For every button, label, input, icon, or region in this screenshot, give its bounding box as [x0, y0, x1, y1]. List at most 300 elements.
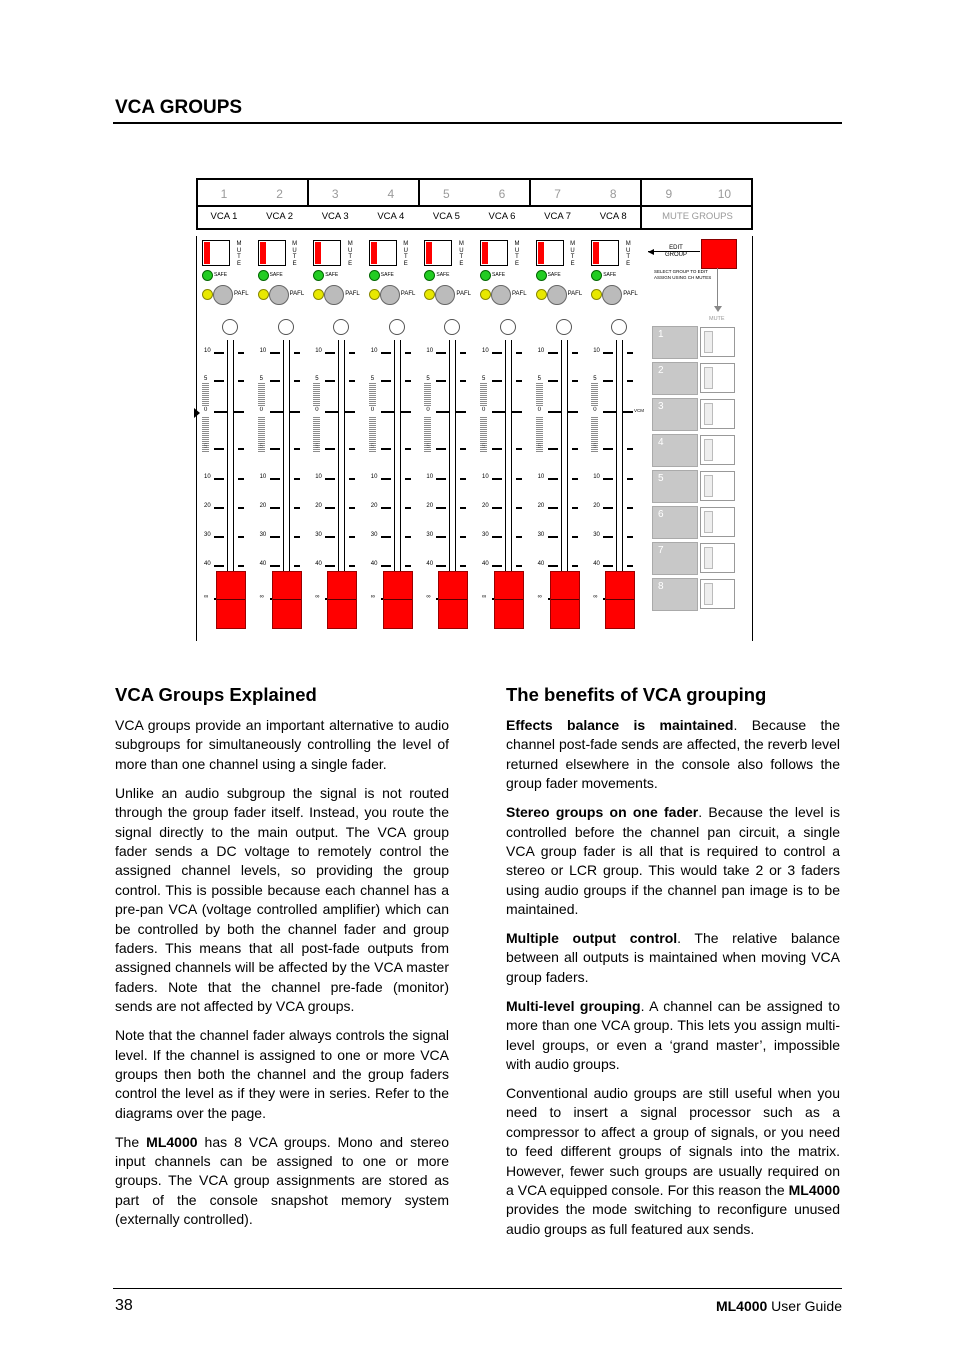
- fader-scale-tick: [270, 478, 280, 480]
- mute-group-number: 8: [658, 581, 664, 592]
- vca-label: VCA 3: [321, 211, 349, 222]
- fader-scale-label: ∞: [315, 594, 320, 600]
- fader-scale-tick: [603, 380, 613, 382]
- mute-group-button[interactable]: [652, 578, 698, 611]
- fader-scale-tick: [294, 478, 300, 480]
- level-meter: [313, 417, 320, 453]
- fader-scale-tick: [516, 536, 522, 538]
- fader-scale-tick: [492, 352, 502, 354]
- fader-scale-label: 0: [593, 407, 597, 413]
- benefit-stereo-groups: Stereo groups on one fader. Because the level is controlled before the channel pan circuit, a single VCA group fader is all that is required to control a stereo or LCR group. This would take 2 or 3 faders using audio groups if the channel pan image is to be maintained.: [506, 804, 840, 918]
- trim-knob[interactable]: [333, 319, 349, 335]
- group-number: 10: [717, 187, 732, 201]
- group-header-frame: [196, 178, 753, 230]
- mute-letters: M U T E: [403, 241, 409, 267]
- level-meter: [202, 417, 209, 453]
- mute-group-button[interactable]: [652, 398, 698, 431]
- fader-scale-tick: [572, 536, 578, 538]
- channel-mute-indicator: [538, 242, 544, 264]
- fader-scale-tick: [603, 352, 613, 354]
- fader-scale-label: 20: [370, 503, 378, 509]
- fader-scale-tick: [381, 380, 391, 382]
- fader-scale-label: 5: [482, 376, 486, 382]
- fader-scale-tick: [238, 478, 244, 480]
- fader-scale-tick: [349, 380, 355, 382]
- group-number: 4: [387, 187, 395, 201]
- fader-cap[interactable]: [494, 571, 524, 629]
- fader-scale-tick: [238, 380, 244, 382]
- safe-led: [424, 270, 435, 281]
- safe-label: SAFE: [325, 272, 339, 278]
- fader-scale-tick: [572, 448, 578, 450]
- safe-led: [258, 270, 269, 281]
- fader-cap[interactable]: [550, 571, 580, 629]
- fader-scale-tick: [436, 352, 446, 354]
- fader-scale-tick: [349, 352, 355, 354]
- channel-mute-indicator: [204, 242, 210, 264]
- fader-scale-tick: [294, 536, 300, 538]
- fader-scale-tick: [238, 507, 244, 509]
- fader-scale-tick: [603, 536, 613, 538]
- mute-letters: M U T E: [292, 241, 298, 267]
- pafl-label: PAFL: [567, 291, 583, 297]
- fader-scale-tick: [460, 565, 466, 567]
- benefit-effects-balance: Effects balance is maintained. Because the channel post-fade sends are affected, the reverb level returned elsewhere in the console also follows the group fader movements.: [506, 717, 840, 792]
- fader-scale-tick: [460, 380, 466, 382]
- fader-scale-label: 40: [426, 561, 434, 567]
- fader-scale-tick: [405, 448, 411, 450]
- fader-scale-tick: [294, 448, 300, 450]
- level-meter: [258, 417, 265, 453]
- fader-scale-tick: [548, 536, 558, 538]
- pafl-button[interactable]: [602, 285, 622, 305]
- mute-group-mute-switch[interactable]: [700, 507, 735, 537]
- page-number: 38: [115, 1297, 133, 1314]
- mute-group-number: 7: [658, 545, 664, 556]
- fader-scale-tick: [270, 448, 280, 450]
- fader-scale-tick: [436, 507, 446, 509]
- fader-scale-tick: [238, 352, 244, 354]
- group-number: 1: [220, 187, 228, 201]
- vca-label: VCA 5: [432, 211, 460, 222]
- fader-scale-tick: [548, 448, 558, 450]
- fader-scale-tick: [572, 380, 578, 382]
- fader-scale-tick: [516, 565, 522, 567]
- fader-scale-label: 10: [537, 474, 545, 480]
- safe-label: SAFE: [269, 272, 283, 278]
- fader-scale-tick: [516, 352, 522, 354]
- mute-group-mute-switch[interactable]: [700, 399, 735, 429]
- fader-scale-label: 5: [426, 376, 430, 382]
- mute-group-number: 2: [658, 365, 664, 376]
- fader-scale-label: 5: [315, 376, 319, 382]
- mute-letters: M U T E: [625, 241, 631, 267]
- fader-scale-tick: [270, 380, 280, 382]
- fader-scale-tick: [294, 352, 300, 354]
- pafl-led: [258, 289, 269, 300]
- fader-scale-label: 40: [204, 561, 211, 567]
- level-meter: [369, 417, 376, 453]
- trim-knob[interactable]: [611, 319, 627, 335]
- fader-scale-label: 20: [204, 503, 211, 509]
- fader-scale-label: 30: [537, 532, 545, 538]
- fader-scale-tick: [381, 536, 391, 538]
- fader-scale-tick: [492, 448, 502, 450]
- fader-scale-tick: [460, 478, 466, 480]
- fader-scale-tick: [603, 448, 613, 450]
- fader-scale-label: 20: [426, 503, 434, 509]
- right-column: [506, 716, 840, 1249]
- vcm-label: VCM: [634, 408, 644, 413]
- channel-mute-indicator: [593, 242, 599, 264]
- fader-scale-label: ∞: [370, 594, 376, 600]
- group-header-divider: [196, 205, 753, 207]
- fader-scale-tick: [381, 352, 391, 354]
- fader-cap[interactable]: [216, 571, 246, 629]
- fader-scale-label: 10: [482, 474, 489, 480]
- fader-scale-label: 0: [370, 407, 375, 413]
- fader-scale-label: 0: [259, 407, 263, 413]
- left-paragraph-1: VCA groups provide an important alternative to audio subgroups for simultaneously controlling the level of more than one channel using a single fader.: [115, 717, 449, 772]
- level-meter: [480, 383, 487, 407]
- fader-scale-label: 10: [426, 474, 434, 480]
- mute-group-button[interactable]: [652, 470, 698, 503]
- fader-scale-tick: [270, 565, 280, 567]
- fader-scale-tick: [405, 507, 411, 509]
- edit-hint: SELECT GROUP TO EDIT ASSIGN USING CH MUTES: [654, 269, 712, 280]
- pafl-button[interactable]: [491, 285, 511, 305]
- fader-scale-tick: [405, 352, 411, 354]
- fader-scale-label: 10: [204, 348, 211, 354]
- fader-scale-tick: [460, 536, 466, 538]
- fader-scale-label: 20: [259, 503, 267, 509]
- right-paragraph-5: Conventional audio groups are still useful when you need to insert a signal processor such as a compressor to affect a group of signals, or you need to feed different groups of signals into the matrix. However, fewer such groups are usually required on a VCA equipped console. For this reason the ML4000 provides the mode switching to reconfigure unused audio groups as full featured aux sends.: [506, 1084, 840, 1237]
- trim-knob[interactable]: [444, 319, 460, 335]
- level-meter: [536, 417, 543, 453]
- mute-group-mute-switch[interactable]: [700, 363, 735, 393]
- fader-scale-label: 0: [537, 407, 541, 413]
- level-meter: [369, 383, 376, 407]
- fader-scale-label: 5: [204, 376, 208, 382]
- fader-scale-tick: [627, 352, 633, 354]
- fader-cap[interactable]: [272, 571, 302, 629]
- fader-scale-label: 20: [315, 503, 322, 509]
- fader-scale-tick: [548, 352, 558, 354]
- edit-group-button[interactable]: [701, 239, 737, 269]
- fader-scale-tick: [349, 478, 355, 480]
- fader-scale-tick: [349, 536, 355, 538]
- fader-scale-tick: [214, 448, 224, 450]
- fader-scale-tick: [214, 478, 224, 480]
- fader-scale-tick: [627, 507, 633, 509]
- pafl-led: [202, 289, 213, 300]
- group-number: 6: [498, 187, 506, 201]
- fader-scale-tick: [436, 380, 446, 382]
- trim-knob[interactable]: [389, 319, 405, 335]
- pafl-label: PAFL: [289, 291, 305, 297]
- fader-scale-label: 30: [204, 532, 211, 538]
- fader-scale-label: 20: [593, 503, 600, 509]
- pafl-button[interactable]: [213, 285, 233, 305]
- fader-scale-label: ∞: [593, 594, 598, 600]
- level-meter: [591, 383, 598, 407]
- safe-led: [369, 270, 380, 281]
- fader-scale-tick: [572, 478, 578, 480]
- pafl-led: [369, 289, 380, 300]
- safe-label: SAFE: [603, 272, 617, 278]
- pafl-led: [591, 289, 602, 300]
- fader-cap[interactable]: [327, 571, 357, 629]
- fader-scale-tick: [603, 507, 613, 509]
- fader-scale-label: 10: [259, 348, 267, 354]
- fader-cap[interactable]: [383, 571, 413, 629]
- fader-scale-tick: [214, 565, 224, 567]
- safe-led: [202, 270, 213, 281]
- mute-group-mute-switch[interactable]: [700, 579, 735, 609]
- fader-scale-tick: [238, 448, 244, 450]
- group-number: 9: [665, 187, 673, 201]
- left-paragraph-4: The ML4000 has 8 VCA groups. Mono and stereo input channels can be assigned to one or more groups. The VCA group assignments are stored as part of the console snapshot memory system (externally controlled).: [115, 1133, 450, 1228]
- vca-console-diagram: [196, 178, 754, 641]
- fader-scale-label: 40: [537, 561, 545, 567]
- fader-scale-tick: [294, 380, 300, 382]
- fader-scale-tick: [548, 380, 558, 382]
- fader-scale-tick: [627, 565, 633, 567]
- pafl-label: PAFL: [234, 291, 249, 297]
- fader-scale-tick: [214, 352, 224, 354]
- pafl-button[interactable]: [547, 285, 567, 305]
- safe-label: SAFE: [380, 272, 394, 278]
- pafl-button[interactable]: [380, 285, 400, 305]
- fader-scale-tick: [492, 536, 502, 538]
- channel-mute-indicator: [426, 242, 432, 264]
- fader-scale-tick: [238, 536, 244, 538]
- fader-scale-tick: [405, 478, 411, 480]
- safe-label: SAFE: [214, 272, 228, 278]
- fader-scale-label: ∞: [426, 594, 431, 600]
- fader-scale-tick: [516, 478, 522, 480]
- fader-scale-tick: [270, 507, 280, 509]
- safe-label: SAFE: [492, 272, 506, 278]
- fader-scale-label: 5: [593, 376, 597, 382]
- fader-scale-tick: [405, 536, 411, 538]
- fader-scale-tick: [516, 507, 522, 509]
- mute-group-number: 4: [658, 437, 664, 448]
- level-pointer: [194, 408, 200, 418]
- mute-letters: M U T E: [347, 241, 353, 267]
- mute-group-button[interactable]: [652, 506, 698, 539]
- fader-scale-tick: [603, 478, 613, 480]
- fader-scale-label: 0: [426, 407, 430, 413]
- mute-label: MUTE: [709, 316, 725, 322]
- mute-letters: M U T E: [458, 241, 464, 267]
- fader-scale-tick: [516, 448, 522, 450]
- mute-group-button[interactable]: [652, 326, 698, 359]
- vca-label: VCA 2: [266, 211, 294, 222]
- fader-scale-label: 10: [593, 474, 600, 480]
- fader-cap[interactable]: [605, 571, 635, 629]
- fader-scale-tick: [627, 536, 633, 538]
- fader-scale-label: 40: [259, 561, 267, 567]
- fader-scale-tick: [270, 536, 280, 538]
- level-meter: [424, 383, 431, 407]
- level-meter: [480, 417, 487, 453]
- pafl-led: [480, 289, 491, 300]
- fader-scale-tick: [214, 380, 224, 382]
- fader-scale-label: ∞: [259, 594, 264, 600]
- fader-scale-label: 0: [204, 407, 208, 413]
- trim-knob[interactable]: [222, 319, 238, 335]
- benefit-multi-level: Multi-level grouping. A channel can be assigned to more than one VCA group. This lets you assign multi-level groups, or even a ‘grand master’, impossible with audio groups.: [506, 997, 840, 1072]
- fader-scale-tick: [405, 380, 411, 382]
- fader-scale-label: 5: [370, 376, 375, 382]
- vca-label: VCA 6: [488, 211, 516, 222]
- pafl-led: [536, 289, 547, 300]
- fader-scale-label: 10: [315, 474, 322, 480]
- safe-led: [591, 270, 602, 281]
- pafl-button[interactable]: [324, 285, 344, 305]
- fader-scale-label: 5: [537, 376, 541, 382]
- group-number: 3: [331, 187, 339, 201]
- fader-scale-label: 40: [593, 561, 600, 567]
- fader-scale-tick: [572, 507, 578, 509]
- mute-group-number: 1: [658, 329, 664, 340]
- fader-scale-tick: [381, 507, 391, 509]
- safe-led: [313, 270, 324, 281]
- section-title: VCA GROUPS: [115, 97, 243, 118]
- vca-label: VCA 8: [599, 211, 627, 222]
- mute-group-mute-switch[interactable]: [700, 435, 735, 465]
- fader-scale-tick: [603, 565, 613, 567]
- pafl-button[interactable]: [435, 285, 455, 305]
- fader-scale-tick: [460, 507, 466, 509]
- fader-scale-tick: [214, 536, 224, 538]
- mute-group-mute-switch[interactable]: [700, 327, 735, 357]
- guide-title: ML4000 User Guide: [715, 1298, 842, 1314]
- fader-scale-tick: [436, 448, 446, 450]
- mute-group-button[interactable]: [652, 434, 698, 467]
- fader-scale-label: 10: [204, 474, 211, 480]
- fader-scale-label: 10: [370, 474, 378, 480]
- pafl-label: PAFL: [400, 291, 416, 297]
- fader-scale-tick: [492, 565, 502, 567]
- fader-scale-tick: [492, 507, 502, 509]
- pafl-label: PAFL: [345, 291, 360, 297]
- fader-scale-label: 40: [482, 561, 489, 567]
- edit-group-label: EDIT GROUP: [665, 245, 688, 258]
- fader-scale-tick: [325, 352, 335, 354]
- fader-scale-label: 0: [315, 407, 319, 413]
- pafl-led: [313, 289, 324, 300]
- fader-scale-label: 10: [370, 348, 378, 354]
- pafl-led: [424, 289, 435, 300]
- channel-mute-indicator: [260, 242, 266, 264]
- fader-scale-tick: [405, 565, 411, 567]
- fader-scale-label: 40: [370, 561, 378, 567]
- fader-scale-tick: [294, 507, 300, 509]
- fader-scale-tick: [381, 478, 391, 480]
- mute-group-button[interactable]: [652, 362, 698, 395]
- fader-scale-tick: [492, 380, 502, 382]
- fader-scale-label: 40: [315, 561, 322, 567]
- mute-group-button[interactable]: [652, 542, 698, 575]
- fader-scale-tick: [548, 565, 558, 567]
- trim-knob[interactable]: [556, 319, 572, 335]
- fader-scale-tick: [548, 507, 558, 509]
- footer-rule: [113, 1288, 842, 1289]
- mute-groups-label: MUTE GROUPS: [662, 211, 733, 222]
- fader-scale-label: 30: [593, 532, 600, 538]
- fader-scale-label: ∞: [537, 594, 542, 600]
- safe-led: [536, 270, 547, 281]
- fader-scale-label: 10: [259, 474, 267, 480]
- fader-scale-label: ∞: [482, 594, 487, 600]
- fader-scale-label: 30: [315, 532, 322, 538]
- group-number: 5: [443, 187, 450, 201]
- fader-scale-tick: [627, 380, 633, 382]
- fader-scale-tick: [325, 565, 335, 567]
- mute-letters: M U T E: [570, 241, 576, 267]
- channel-mute-indicator: [315, 242, 321, 264]
- level-meter: [536, 383, 543, 407]
- level-meter: [202, 383, 209, 407]
- mute-group-number: 5: [658, 473, 664, 484]
- group-number: 7: [554, 187, 561, 201]
- fader-scale-tick: [325, 448, 335, 450]
- right-heading: The benefits of VCA grouping: [506, 684, 767, 705]
- level-meter: [591, 417, 598, 453]
- fader-scale-tick: [627, 478, 633, 480]
- fader-scale-tick: [381, 448, 391, 450]
- pafl-label: PAFL: [512, 291, 527, 297]
- benefit-multiple-output: Multiple output control. The relative balance between all outputs is maintained when moving VCA group faders.: [506, 930, 840, 985]
- fader-scale-label: 10: [426, 348, 434, 354]
- mute-group-mute-switch[interactable]: [700, 471, 735, 501]
- mute-group-mute-switch[interactable]: [700, 543, 735, 573]
- fader-scale-tick: [325, 478, 335, 480]
- mute-group-number: 6: [658, 509, 664, 520]
- fader-scale-tick: [349, 507, 355, 509]
- fader-scale-label: 20: [537, 503, 545, 509]
- mute-letters: M U T E: [514, 241, 520, 267]
- fader-scale-label: 30: [370, 532, 378, 538]
- fader-cap[interactable]: [438, 571, 468, 629]
- fader-scale-tick: [548, 478, 558, 480]
- fader-scale-label: 30: [426, 532, 434, 538]
- fader-scale-tick: [436, 565, 446, 567]
- fader-scale-tick: [460, 448, 466, 450]
- left-paragraph-2: Unlike an audio subgroup the signal is not routed through the group fader itself. Instead, you route the signal directly to the main output. The VCA group fader sends a DC voltage to remotely control the assigned channel levels, so providing the group control. This is possible because each channel has a pre-pan VCA (voltage controlled amplifier) which can be controlled by both the channel fader and group faders. This means that all post-fade outputs from assigned channels will be affected by the VCA master faders. Note that the channel pre-fade (monitor) sends are not affected by VCA groups.: [115, 784, 449, 1015]
- trim-knob[interactable]: [278, 319, 294, 335]
- left-column: [115, 716, 449, 1239]
- fader-scale-tick: [294, 565, 300, 567]
- fader-scale-label: 30: [482, 532, 489, 538]
- group-number: 8: [609, 187, 617, 201]
- header-rule: [113, 122, 842, 124]
- level-meter: [258, 383, 265, 407]
- fader-scale-tick: [325, 507, 335, 509]
- fader-scale-tick: [214, 507, 224, 509]
- vca-label: VCA 7: [544, 211, 572, 222]
- group-number: 2: [276, 187, 283, 201]
- fader-scale-label: 20: [482, 503, 489, 509]
- fader-scale-label: 5: [259, 376, 263, 382]
- fader-scale-tick: [572, 352, 578, 354]
- fader-scale-label: 10: [537, 348, 545, 354]
- trim-knob[interactable]: [500, 319, 516, 335]
- left-paragraph-3: Note that the channel fader always controls the signal level. If the channel is assigned to one or more VCA groups then both the channel and the group faders control the level as if they were in series. Refer to the diagrams over the page.: [115, 1027, 449, 1121]
- pafl-button[interactable]: [269, 285, 289, 305]
